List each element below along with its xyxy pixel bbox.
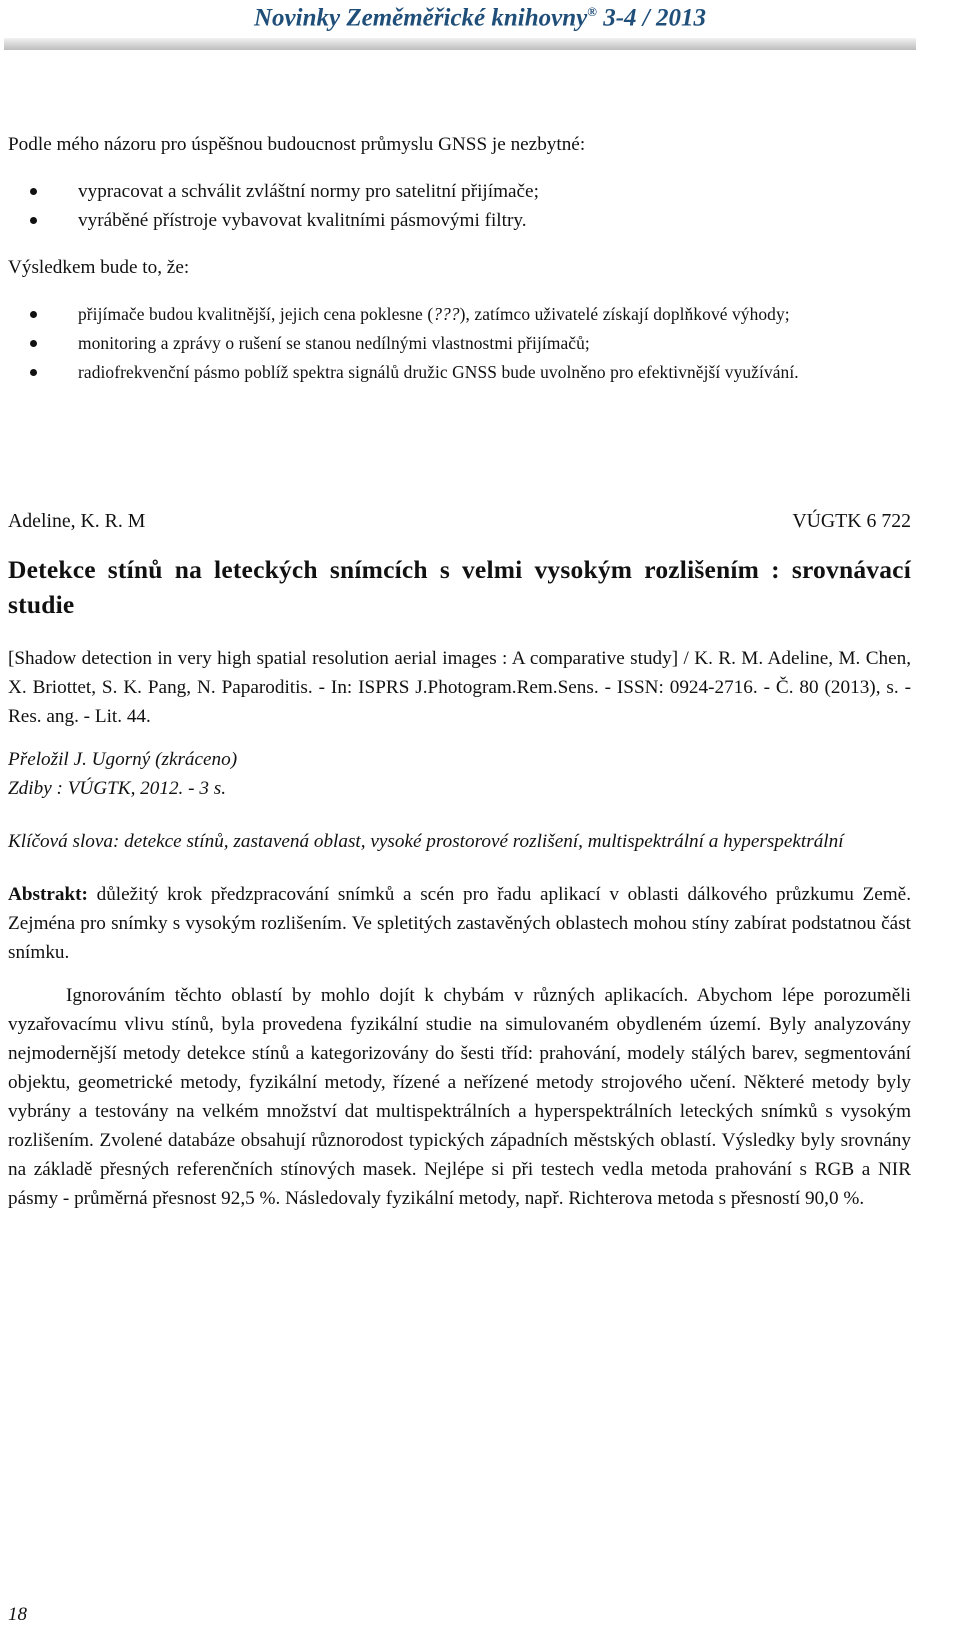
record-title: Detekce stínů na leteckých snímcích s velmi vysokým rozlišením : srovnávací studie	[8, 555, 911, 619]
page-number: 18	[8, 1604, 27, 1625]
list-item-text: ), zatímco uživatelé získají doplňkové výhody;	[459, 304, 790, 324]
record-keywords: Klíčová slova: detekce stínů, zastavená oblast, vysoké prostorové rozlišení, multispektrální a hyperspektrální	[8, 831, 844, 852]
list-item	[8, 358, 911, 387]
page-content	[8, 130, 911, 1213]
list-item-text: přijímače budou kvalitnější, jejich cena poklesne (	[78, 304, 434, 324]
journal-issue: 3-4 / 2013	[603, 4, 706, 32]
list-item	[8, 206, 911, 235]
bullet-icon	[30, 188, 37, 195]
record-body-paragraph: Ignorováním těchto oblastí by mohlo dojít k chybám v různých aplikacích. Abychom lépe porozuměli vyzařovacímu vlivu stínů, byla provedena fyzikální studie na simulovaném obydleném území. Byly analyzovány nejmodernější metody detekce stínů a kategorizovány do šesti tříd: prahování, modely stálých barev, segmentování objektu, geometrické metody, fyzikální metody, řízené a neřízené metody strojového učení. Některé metody byly vybrány a testovány na velkém množství dat multispektrálních a hyperspektrálních leteckých snímků s vysokým rozlišením. Zvolené databáze obsahují různorodost typických západních městských oblastí. Výsledky byly srovnány na základě přesných referenčních stínových masek. Nejlépe si při testech vedla metoda prahování s RGB a NIR pásmy - průměrná přesnost 92,5 %. Následovaly fyzikální metody, např. Richterova metoda s přesností 90,0 %.	[8, 985, 911, 1209]
journal-header	[0, 4, 960, 32]
result-intro-paragraph: Výsledkem bude to, že:	[8, 257, 190, 278]
question-marks: ???	[433, 304, 460, 324]
bullet-icon	[30, 217, 37, 224]
bullet-icon	[30, 340, 37, 347]
record-reference-line	[8, 507, 911, 536]
header-rule	[4, 38, 916, 50]
requirements-list	[8, 177, 911, 235]
results-list	[8, 300, 911, 387]
abstract-text: důležitý krok předzpracování snímků a scén pro řadu aplikací v oblasti dálkového průzkumu Země. Zejména pro snímky s vysokým rozlišením. Ve spletitých zastavěných oblastech mohou stíny zabírat podstatnou část snímku.	[8, 884, 911, 963]
record-author: Adeline, K. R. M	[8, 510, 146, 532]
journal-title: Novinky Zeměměřické knihovny	[253, 4, 588, 32]
list-item	[8, 329, 911, 358]
record-abstract	[8, 880, 911, 967]
gnss-intro-paragraph: Podle mého názoru pro úspěšnou budoucnost průmyslu GNSS je nezbytné:	[8, 134, 586, 155]
list-item-text: vypracovat a schválit zvláštní normy pro satelitní přijímače;	[78, 181, 539, 202]
record-translator: Přeložil J. Ugorný (zkráceno)	[8, 749, 238, 770]
record-citation: [Shadow detection in very high spatial resolution aerial images : A comparative study] / K. R. M. Adeline, M. Chen, X. Briottet, S. K. Pang, N. Paparoditis. - In: ISPRS J.Photogram.Rem.Sens. - ISSN: 0924-2716. - Č. 80 (2013), s. - Res. ang. - Lit. 44.	[8, 648, 911, 727]
abstract-label: Abstrakt:	[8, 884, 88, 905]
registered-mark: ®	[587, 4, 597, 19]
list-item-text: vyráběné přístroje vybavovat kvalitními pásmovými filtry.	[78, 210, 527, 231]
bullet-icon	[30, 311, 37, 318]
record-publisher: Zdiby : VÚGTK, 2012. - 3 s.	[8, 778, 226, 799]
bullet-icon	[30, 369, 37, 376]
list-item-text: radiofrekvenční pásmo poblíž spektra signálů družic GNSS bude uvolněno pro efektivnější využívání.	[78, 362, 799, 382]
list-item-text: monitoring a zprávy o rušení se stanou nedílnými vlastnostmi přijímačů;	[78, 333, 590, 353]
list-item	[8, 300, 911, 329]
record-catalog-number: VÚGTK 6 722	[792, 510, 911, 532]
list-item	[8, 177, 911, 206]
